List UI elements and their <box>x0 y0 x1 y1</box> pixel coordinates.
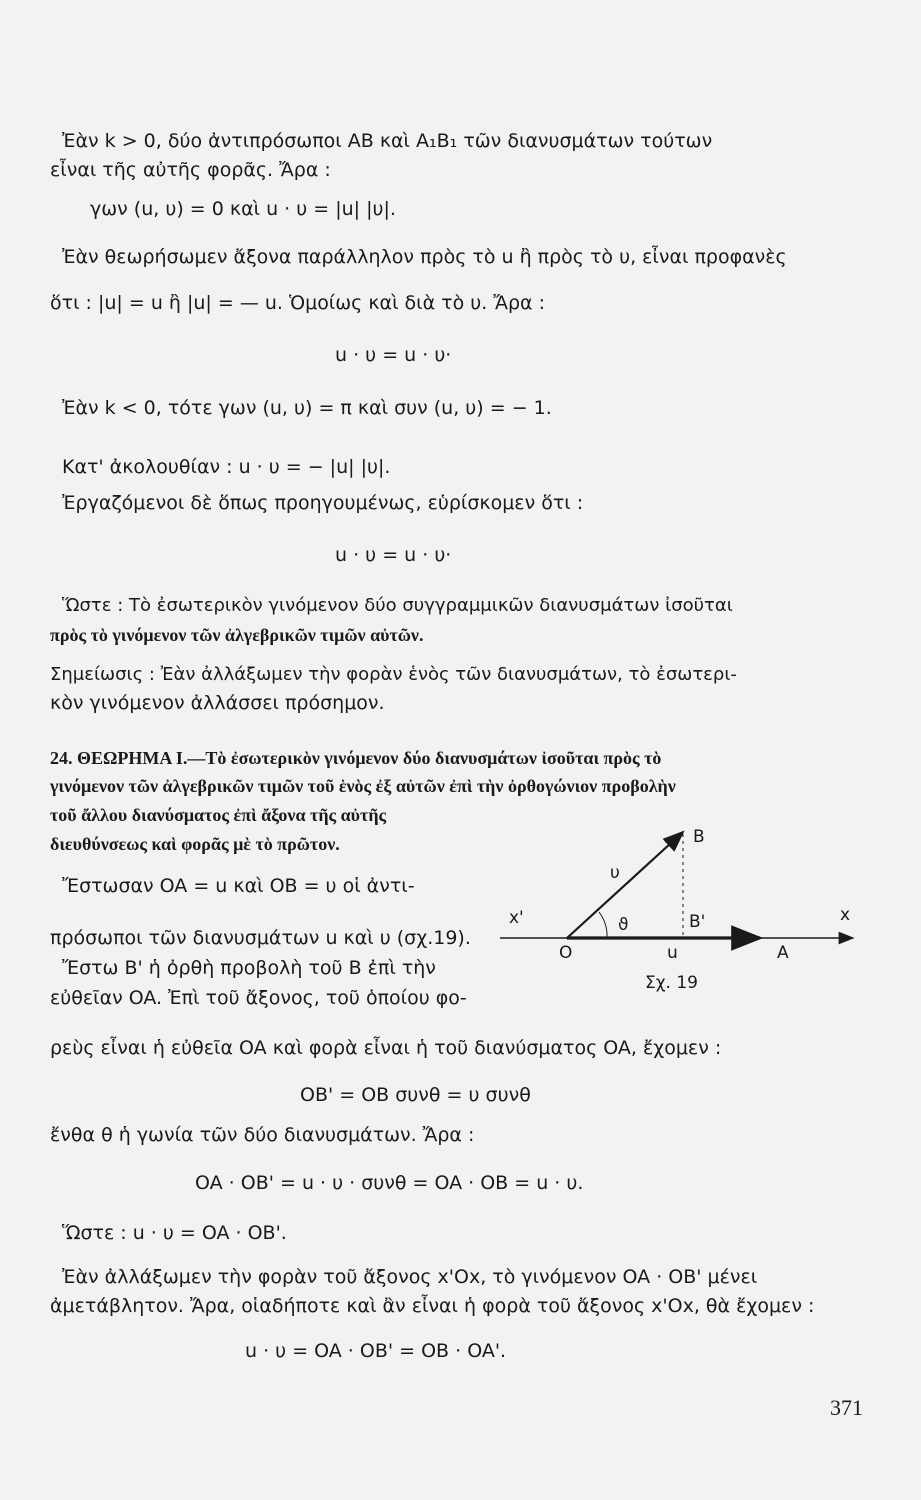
label-x-prime: x' <box>509 908 524 928</box>
text-line: Ἔστωσαν OA = u καὶ OB = υ οἱ ἀντι- <box>62 875 415 897</box>
text-line: ἔνθα θ ἡ γωνία τῶν δύο διανυσμάτων. Ἄρα : <box>50 1124 475 1146</box>
label-A: A <box>777 943 789 963</box>
text-line: ἀμετάβλητον. Ἄρα, οἱαδήποτε καὶ ἂν εἶναι ἡ φορὰ τοῦ ἄξονος x'Ox, θὰ ἔχομεν : <box>50 1295 815 1317</box>
text-line: εἶναι τῆς αὐτῆς φορᾶς. Ἄρα : <box>50 159 331 181</box>
equation: u · υ = OA · OB' = OB · OA'. <box>245 1340 507 1362</box>
text-line: Ἐὰν k < 0, τότε γων (u, υ) = π καὶ συν (u, υ) = − 1. <box>62 397 552 419</box>
theorem-line: γινόμενον τῶν ἀλγεβρικῶν τιμῶν τοῦ ἑνὸς ἐξ αὐτῶν ἐπὶ τὴν ὀρθογώνιον προβολὴν <box>50 776 676 796</box>
label-u: u <box>667 943 678 963</box>
text-line: Κατ' ἀκολουθίαν : u · υ = − |u| |υ|. <box>62 456 391 478</box>
label-theta: ϑ <box>618 915 629 935</box>
conclusion-line: Ὥστε : Τὸ ἐσωτερικὸν γινόμενον δύο συγγραμμικῶν διανυσμάτων ἰσοῦται <box>62 595 733 616</box>
text-line: Ἐὰν θεωρήσωμεν ἄξονα παράλληλον πρὸς τὸ u ἢ πρὸς τὸ υ, εἶναι προφανὲς <box>62 246 787 268</box>
equation: Ὥστε : u · υ = OA · OB'. <box>62 1222 287 1244</box>
theorem-heading: 24. ΘΕΩΡΗΜΑ I.—Τὸ ἐσωτερικὸν γινόμενον δύο διανυσμάτων ἰσοῦται πρὸς τὸ <box>50 748 662 768</box>
label-v: υ <box>610 863 620 883</box>
equation: u · υ = u · υ· <box>335 344 452 366</box>
figure-19 <box>495 820 865 1010</box>
equation: γων (u, υ) = 0 καὶ u · υ = |u| |υ|. <box>90 198 396 220</box>
text-line: Ἐὰν ἀλλάξωμεν τὴν φορὰν τοῦ ἄξονος x'Ox, τὸ γινόμενον OA · OB' μένει <box>62 1266 758 1288</box>
text-line: ρεὺς εἶναι ἡ εὐθεῖα OA καὶ φορὰ εἶναι ἡ τοῦ διανύσματος OA, ἔχομεν : <box>50 1037 722 1059</box>
equation: OA · OB' = u · υ · συνθ = OA · OB = u · υ. <box>195 1172 584 1194</box>
label-B: B <box>693 827 705 847</box>
text-line: Ἐὰν k > 0, δύο ἀντιπρόσωποι AB καὶ A₁B₁ τῶν διανυσμάτων τούτων <box>62 130 713 152</box>
label-x: x <box>840 905 851 925</box>
equation: OB' = OB συνθ = υ συνθ <box>300 1084 531 1106</box>
note-line: κὸν γινόμενον ἀλλάσσει πρόσημον. <box>50 692 385 714</box>
figure-caption: Σχ. 19 <box>645 973 699 993</box>
label-B-prime: B' <box>689 912 706 932</box>
text-line: εὐθεῖαν OA. Ἐπὶ τοῦ ἄξονος, τοῦ ὁποίου φο- <box>50 987 467 1009</box>
conclusion-line: πρὸς τὸ γινόμενον τῶν ἀλγεβρικῶν τιμῶν αὐτῶν. <box>50 625 424 645</box>
page-number: 371 <box>830 1395 863 1420</box>
text-line: ὅτι : |u| = u ἢ |u| = — u. Ὁμοίως καὶ διὰ τὸ υ. Ἄρα : <box>50 292 545 314</box>
angle-arc <box>599 912 607 938</box>
text-line: Ἔστω B' ἡ ὀρθὴ προβολὴ τοῦ B ἐπὶ τὴν <box>62 957 436 979</box>
equation: u · υ = u · υ· <box>335 544 452 566</box>
theorem-line: τοῦ ἄλλου διανύσματος ἐπὶ ἄξονα τῆς αὐτῆς <box>50 805 387 825</box>
label-O: O <box>559 943 573 963</box>
text-line: Ἐργαζόμενοι δὲ ὅπως προηγουμένως, εὑρίσκομεν ὅτι : <box>62 492 584 514</box>
note-line: Σημείωσις : Ἐὰν ἀλλάξωμεν τὴν φορὰν ἑνὸς τῶν διανυσμάτων, τὸ ἐσωτερι- <box>50 664 737 685</box>
text-line: πρόσωποι τῶν διανυσμάτων u καὶ υ (σχ.19). <box>50 927 471 949</box>
theorem-line: διευθύνσεως καὶ φορᾶς μὲ τὸ πρῶτον. <box>50 834 340 854</box>
